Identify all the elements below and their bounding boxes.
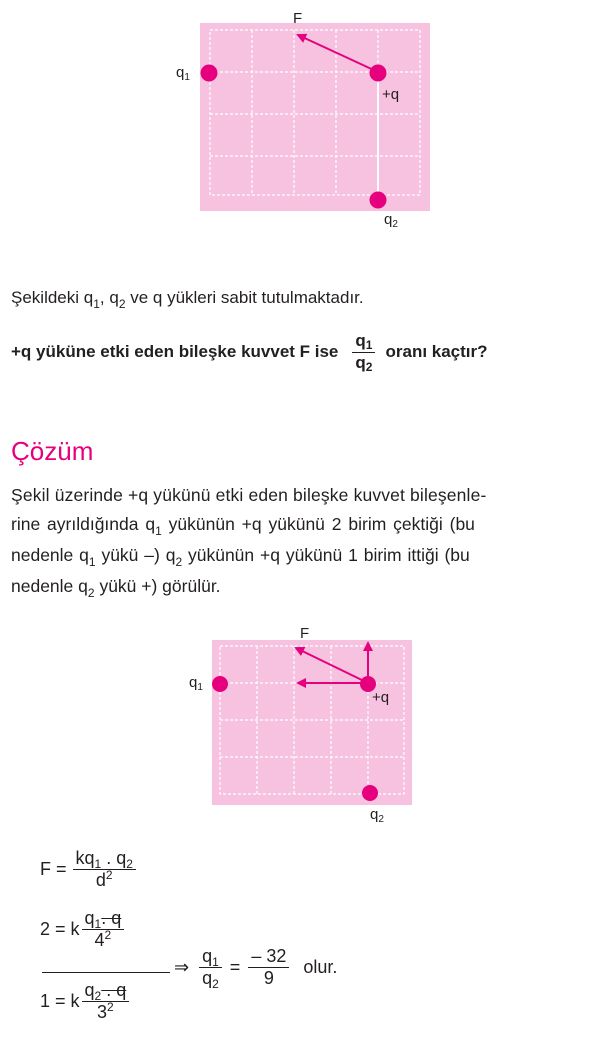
figure-2-svg (0, 620, 605, 830)
implies-arrow: ⇒ (174, 957, 190, 977)
formula-ratio-result: ⇒ $\frac{q_1}{q_2}$ = $\frac{- 32}{9}$ olur. (174, 946, 338, 991)
solution-line-4: nedenle $q_2$ yükü +) görülür. (11, 576, 221, 600)
force-label: F (300, 625, 310, 642)
q2-label: $q_2$ (370, 806, 384, 825)
formula-coulomb-lhs: F = (40, 859, 67, 879)
question-line-1: Şekildeki $q_1$, $q_2$ ve q yükleri sabit tutulmaktadır. (11, 288, 364, 311)
formula-coulomb-fraction: $\frac{kq_1 . q_2}{d^2}$ (73, 848, 136, 891)
solution-title: Çözüm (11, 436, 94, 466)
formula-coulomb (40, 848, 136, 891)
plus-q-label: +q (372, 689, 390, 706)
force-label: F (293, 10, 303, 27)
figure-1 (0, 0, 605, 240)
solution-line-2: rine ayrıldığında $q_1$ yükünün +q yükünü 2 birim çektiği (bu (11, 514, 475, 538)
grid-background (212, 640, 412, 805)
q1-label: $q_1$ (189, 674, 203, 693)
figure-1-svg (0, 0, 605, 240)
q1-label: $q_1$ (176, 64, 190, 83)
question-ratio: $\frac{q1}{q2}$ (352, 331, 375, 374)
figure-2 (0, 620, 605, 830)
formula-ratio-main-bar (42, 972, 170, 973)
formula-tail: olur. (303, 957, 338, 977)
formula-ratio-top: 2 = k $\frac{q_1. q}{4^2}$ (40, 908, 124, 951)
plus-q-label: +q (382, 86, 400, 103)
question-line-2: +q yüküne etki eden bileşke kuvvet F ise $\frac{q1}{q2}$ oranı kaçtır? (11, 330, 488, 374)
solution-line-3: nedenle $q_1$ yükü –) $q_2$ yükünün +q yükünü 1 birim ittiği (bu (11, 545, 470, 569)
charge-q2-dot (370, 192, 387, 209)
charge-q2-dot (362, 785, 378, 801)
solution-paragraph (11, 481, 596, 603)
charge-q1-dot (212, 676, 228, 692)
grid-background (200, 23, 430, 211)
formula-ratio (40, 908, 460, 1040)
q2-label: $q_2$ (384, 211, 398, 230)
formula-ratio-bottom: 1 = k $\frac{q_2 . q}{3^2}$ (40, 980, 129, 1023)
charge-q1-dot (201, 65, 218, 82)
solution-line-1: Şekil üzerinde +q yükünü etki eden bileşke kuvvet bileşenle- (11, 485, 487, 505)
charge-plus-q-dot (370, 65, 387, 82)
